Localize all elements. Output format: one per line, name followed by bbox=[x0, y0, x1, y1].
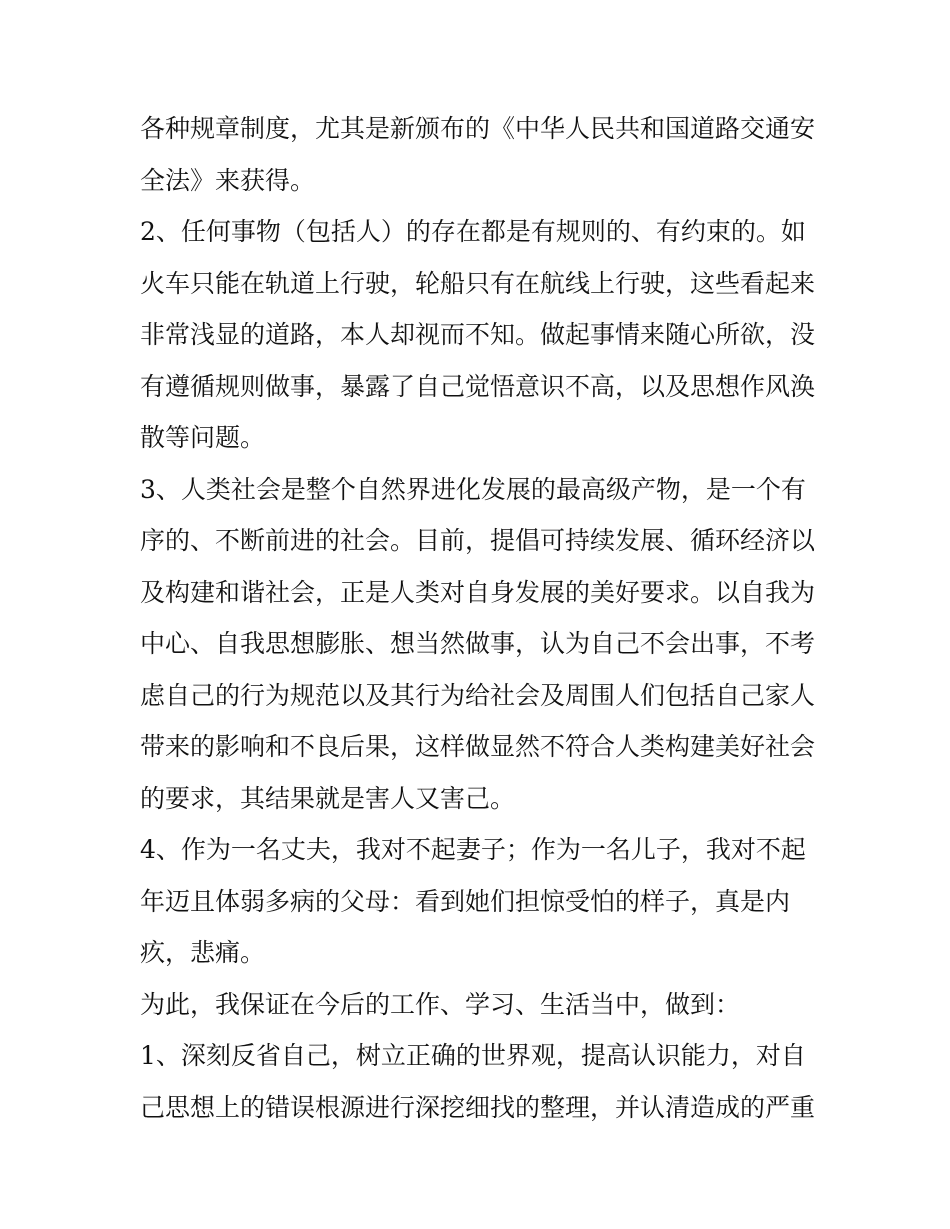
text-line: 己思想上的错误根源进行深挖细找的整理，并认清造成的严重 bbox=[140, 1092, 816, 1122]
text-line: 序的、不断前进的社会。目前，提倡可持续发展、循环经济以 bbox=[140, 526, 816, 555]
text-line: 全法》来获得。 bbox=[140, 165, 316, 195]
text-line: 2、任何事物（包括人）的存在都是有规则的、有约束的。如 bbox=[140, 217, 806, 246]
text-line: 3、人类社会是整个自然界进化发展的最高级产物，是一个有 bbox=[140, 474, 806, 504]
document-body bbox=[140, 103, 830, 1133]
text-line: 为此，我保证在今后的工作、学习、生活当中，做到： bbox=[140, 989, 741, 1019]
text-line: 虑自己的行为规范以及其行为给社会及周围人们包括自己家人 bbox=[140, 680, 816, 710]
text-line: 带来的影响和不良后果，这样做显然不符合人类构建美好社会 bbox=[140, 732, 816, 761]
text-line: 散等问题。 bbox=[140, 423, 266, 452]
text-line: 火车只能在轨道上行驶，轮船只有在航线上行驶，这些看起来 bbox=[140, 268, 816, 298]
text-line: 中心、自我思想膨胀、想当然做事，认为自己不会出事，不考 bbox=[140, 629, 816, 658]
text-line: 年迈且体弱多病的父母：看到她们担惊受怕的样子，真是内 bbox=[140, 886, 791, 916]
text-line: 的要求，其结果就是害人又害己。 bbox=[140, 783, 516, 813]
text-line: 4、作为一名丈夫，我对不起妻子；作为一名儿子，我对不起 bbox=[140, 835, 806, 864]
text-line: 各种规章制度，尤其是新颁布的《中华人民共和国道路交通安 bbox=[140, 114, 816, 143]
text-line: 非常浅显的道路，本人却视而不知。做起事情来随心所欲，没 bbox=[140, 320, 816, 349]
text-line: 1、深刻反省自己，树立正确的世界观，提高认识能力，对自 bbox=[140, 1041, 806, 1070]
text-line: 疚，悲痛。 bbox=[140, 938, 266, 967]
text-line: 有遵循规则做事，暴露了自己觉悟意识不高，以及思想作风涣 bbox=[140, 371, 816, 401]
text-line: 及构建和谐社会，正是人类对自身发展的美好要求。以自我为 bbox=[140, 577, 816, 607]
